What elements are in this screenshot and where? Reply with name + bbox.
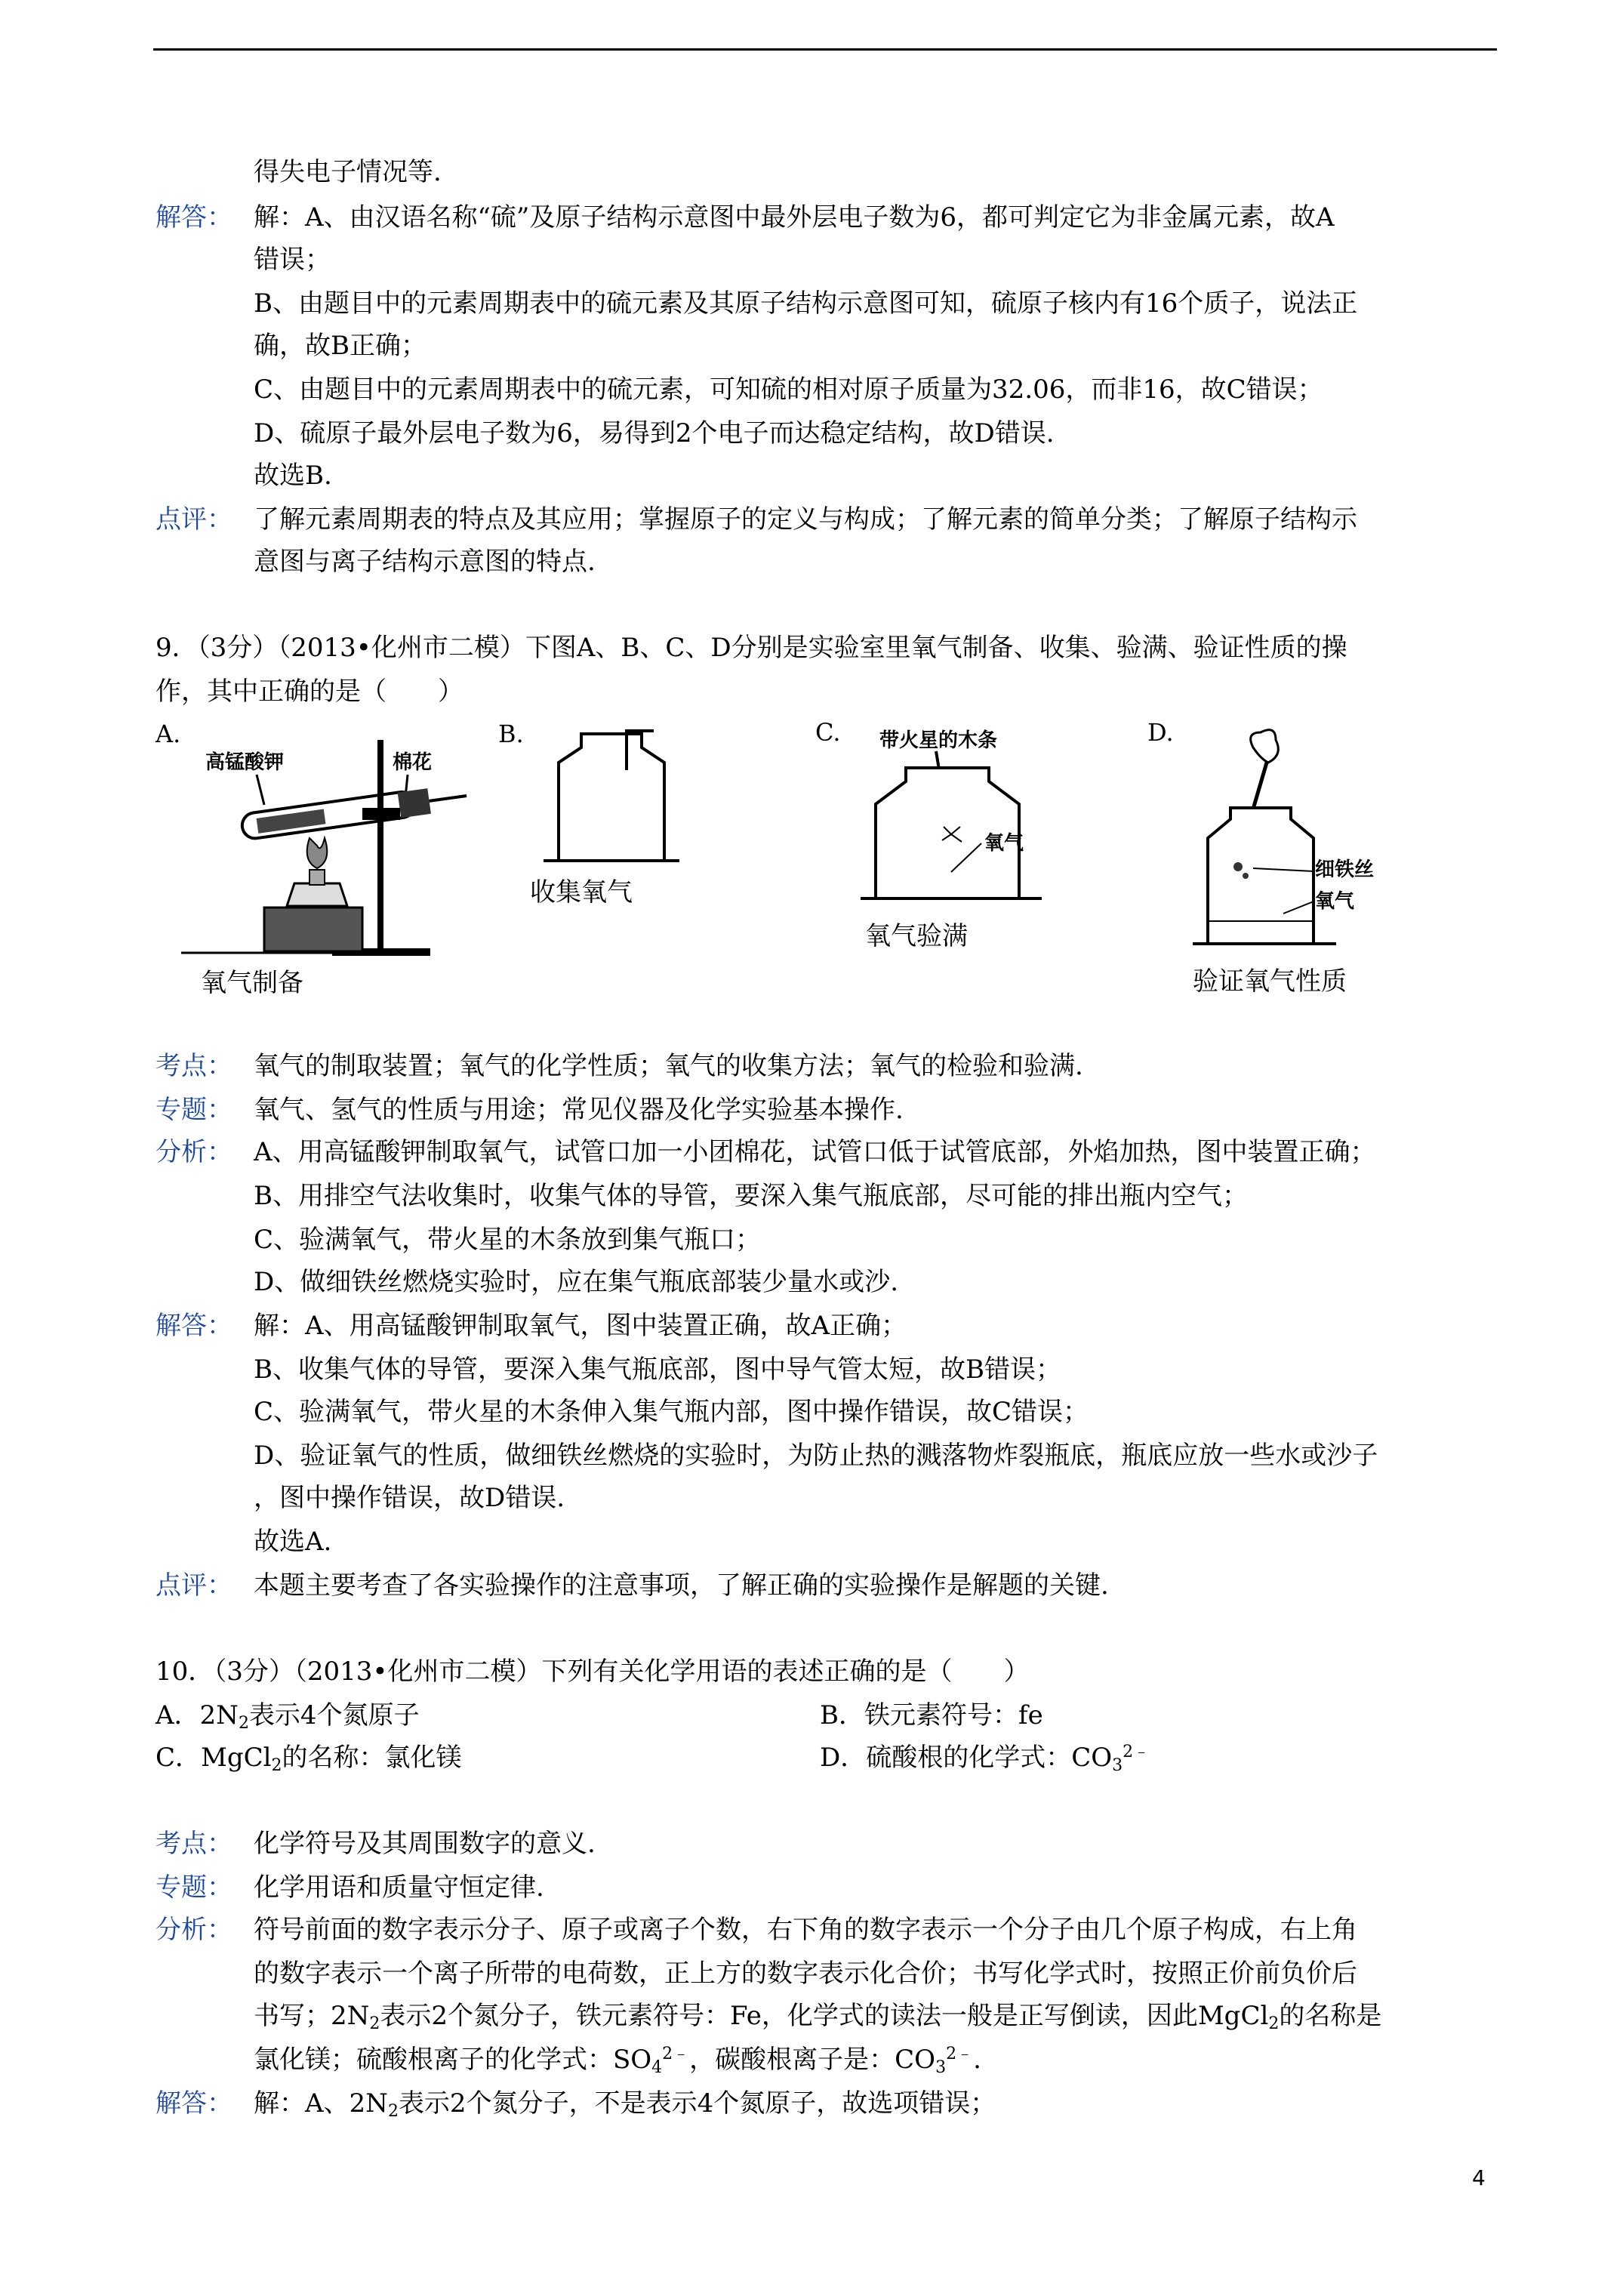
kaodian-label: 考点： (156, 1051, 233, 1081)
option-c: C．MgCl$_2$的名称：氯化镁 (156, 1743, 462, 1775)
figure-label-o2: 氧气 (984, 832, 1024, 855)
text-line: C、由题目中的元素周期表中的硫元素，可知硫的相对原子质量为32.06，而非16，故C错误； (254, 374, 1323, 405)
text-line: D、硫原子最外层电子数为6，易得到2个电子而达稳定结构，故D错误. (254, 418, 1055, 448)
answer-label: 解答： (156, 202, 233, 233)
question-stem: 10．（3分）（2013•化州市二模）下列有关化学用语的表述正确的是（ ） (156, 1657, 1030, 1687)
text-line: 解：A、用高锰酸钾制取氧气，图中装置正确，故A正确； (254, 1311, 907, 1341)
text-line: 了解元素周期表的特点及其应用；掌握原子的定义与构成；了解元素的简单分类；了解原子结构示 (254, 504, 1357, 535)
figure-caption: 验证氧气性质 (1193, 966, 1347, 997)
page-number: 4 (1472, 2165, 1486, 2190)
option-d-label: D. (1147, 718, 1174, 747)
question-stem: 9．（3分）（2013•化州市二模）下图A、B、C、D分别是实验室里氧气制备、收集、验满、验证性质的操 (156, 633, 1347, 663)
text-line: C、验满氧气，带火星的木条放到集气瓶口； (254, 1225, 762, 1255)
fenxi-label: 分析： (156, 1137, 233, 1167)
text-line: A、用高锰酸钾制取氧气，试管口加一小团棉花，试管口低于试管底部，外焰加热，图中装置正确； (254, 1137, 1376, 1167)
text-line: D、验证氧气的性质，做细铁丝燃烧的实验时，为防止热的溅落物炸裂瓶底，瓶底应放一些水或沙子 (254, 1441, 1378, 1471)
figure-label-wire: 细铁丝 (1315, 858, 1375, 881)
option-d: D．硫酸根的化学式：$CO_3^{2﹣}$ (820, 1743, 1150, 1775)
text-line: ，图中操作错误，故D错误. (254, 1483, 565, 1513)
text-line: C、验满氧气，带火星的木条伸入集气瓶内部，图中操作错误，故C错误； (254, 1397, 1089, 1427)
text-line: 符号前面的数字表示分子、原子或离子个数，右下角的数字表示一个分子由几个原子构成，右上角 (254, 1915, 1357, 1945)
text-line: 故选A. (254, 1527, 332, 1557)
figure-label-cotton: 棉花 (393, 751, 433, 774)
option-b-label: B. (498, 720, 524, 748)
text-line: B、由题目中的元素周期表中的硫元素及其原子结构示意图可知，硫原子核内有16个质子，说法正 (254, 288, 1358, 319)
text-line: 书写；$2N_2$表示2个氮分子，铁元素符号：Fe，化学式的读法一般是正写倒读，因此MgCl$_2$的名称是 (254, 2001, 1382, 2033)
fenxi-label: 分析： (156, 1915, 233, 1945)
figure-label-stick: 带火星的木条 (879, 729, 998, 752)
text-line: 错误； (254, 245, 331, 275)
text-line: 解：A、$2N_2$表示2个氮分子，不是表示4个氮原子，故选项错误； (254, 2088, 996, 2121)
iron-wire-combustion-figure (1193, 725, 1434, 951)
gas-bottle-figure (544, 725, 679, 868)
text-line: 化学用语和质量守恒定律. (254, 1872, 544, 1903)
text-line: 故选B. (254, 461, 332, 491)
text-line: 解：A、由汉语名称“硫”及原子结构示意图中最外层电子数为6，都可判定它为非金属元素，故A (254, 202, 1335, 233)
option-a-label: A. (156, 720, 181, 748)
oxygen-preparation-figure (181, 732, 483, 959)
figure-caption: 收集氧气 (530, 877, 633, 908)
text-line: 氯化镁；硫酸根离子的化学式：$SO_4^{2﹣}$，碳酸根离子是：$CO_3^{2﹣}$. (254, 2045, 981, 2077)
option-c-label: C. (815, 718, 841, 747)
option-a: A．$2N_2$表示4个氮原子 (156, 1700, 420, 1733)
figure-caption: 氧气验满 (865, 921, 968, 951)
figure-caption: 氧气制备 (201, 968, 303, 998)
text-line: 化学符号及其周围数字的意义. (254, 1829, 596, 1859)
text-line: 本题主要考查了各实验操作的注意事项，了解正确的实验操作是解题的关键. (254, 1570, 1109, 1601)
zhuanti-label: 专题： (156, 1872, 233, 1903)
text-line: 氧气、氢气的性质与用途；常见仪器及化学实验基本操作. (254, 1095, 904, 1125)
text-line: 确，故B正确； (254, 331, 427, 361)
kaodian-label: 考点： (156, 1829, 233, 1859)
option-b: B．铁元素符号：fe (820, 1700, 1043, 1730)
text-line: B、用排空气法收集时，收集气体的导管，要深入集气瓶底部，尽可能的排出瓶内空气； (254, 1181, 1248, 1211)
answer-label: 解答： (156, 1311, 233, 1341)
text-line: B、收集气体的导管，要深入集气瓶底部，图中导气管太短，故B错误； (254, 1354, 1061, 1385)
figure-label-o2: 氧气 (1315, 890, 1355, 913)
comment-label: 点评： (156, 1570, 233, 1601)
answer-label: 解答： (156, 2088, 233, 2119)
text-line: D、做细铁丝燃烧实验时，应在集气瓶底部装少量水或沙. (254, 1267, 899, 1297)
oxygen-full-test-figure (861, 721, 1087, 902)
header-rule (153, 48, 1497, 51)
text-line: 意图与离子结构示意图的特点. (254, 547, 596, 577)
comment-label: 点评： (156, 504, 233, 535)
text-line: 的数字表示一个离子所带的电荷数，正上方的数字表示化合价；书写化学式时，按照正价前负价后 (254, 1959, 1357, 1989)
question-stem: 作，其中正确的是（ ） (156, 676, 463, 707)
zhuanti-label: 专题： (156, 1095, 233, 1125)
text-line: 氧气的制取装置；氧气的化学性质；氧气的收集方法；氧气的检验和验满. (254, 1051, 1083, 1081)
figure-label-kmno4: 高锰酸钾 (205, 751, 285, 774)
text-line: 得失电子情况等. (254, 157, 442, 187)
